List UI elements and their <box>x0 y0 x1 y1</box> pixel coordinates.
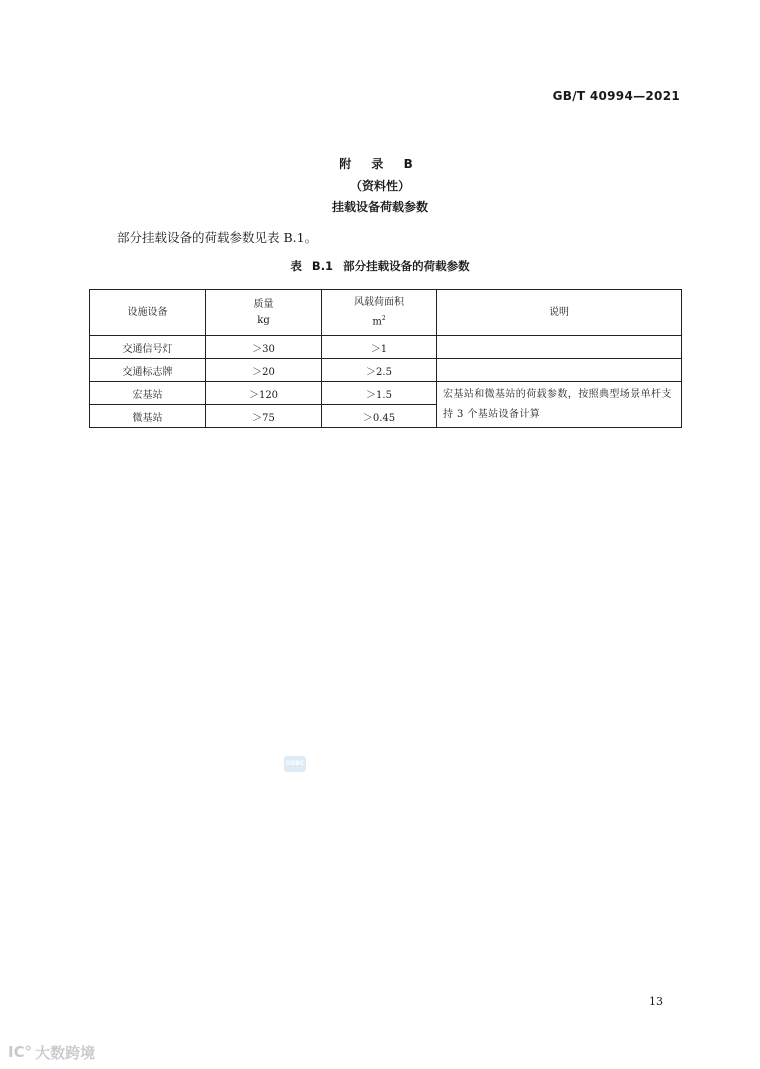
cell-notes <box>437 336 682 359</box>
header-wind-area <box>322 290 437 336</box>
standard-number: GB/T 40994—2021 <box>552 89 680 103</box>
cell-equipment: 交通标志牌 <box>90 359 206 382</box>
load-parameter-table <box>89 289 682 428</box>
appendix-title: 附 录 B <box>339 157 421 171</box>
cell-mass: ＞20 <box>206 359 322 382</box>
cell-mass: ＞30 <box>206 336 322 359</box>
cell-wind-area: ＞2.5 <box>322 359 437 382</box>
cell-wind-area: ＞1.5 <box>322 382 437 405</box>
header-wind-area-unit <box>322 311 436 330</box>
table-caption: 表 B.1 部分挂载设备的荷载参数 <box>290 259 470 273</box>
header-mass-label: 质量 <box>253 298 274 310</box>
wind-unit-base: m <box>372 316 382 328</box>
header-mass-unit: kg <box>257 314 270 326</box>
site-logo <box>8 1041 95 1063</box>
cell-wind-area: ＞0.45 <box>322 405 437 428</box>
logo-text: 大数跨境 <box>35 1043 96 1062</box>
header-mass <box>206 290 322 336</box>
page-number: 13 <box>649 995 663 1008</box>
intro-paragraph: 部分挂载设备的荷载参数见表 B.1。 <box>117 230 318 245</box>
header-equipment: 设施设备 <box>90 290 206 336</box>
cell-mass: ＞75 <box>206 405 322 428</box>
header-notes: 说明 <box>437 290 682 336</box>
table-row <box>90 359 682 382</box>
logo-mark-icon: IC° <box>8 1043 33 1061</box>
cell-equipment: 交通信号灯 <box>90 336 206 359</box>
header-wind-area-label: 风载荷面积 <box>354 296 404 308</box>
cell-equipment: 微基站 <box>90 405 206 428</box>
cell-equipment: 宏基站 <box>90 382 206 405</box>
wind-unit-sup: 2 <box>381 314 386 322</box>
cell-mass: ＞120 <box>206 382 322 405</box>
appendix-subject: 挂载设备荷载参数 <box>331 200 428 214</box>
table-row <box>90 382 682 405</box>
cell-notes <box>437 359 682 382</box>
table-header-row <box>90 290 682 336</box>
cell-merged-note: 宏基站和微基站的荷载参数，按照典型场景单杆支持 3 个基站设备计算 <box>437 382 682 428</box>
table-row <box>90 336 682 359</box>
cell-wind-area: ＞1 <box>322 336 437 359</box>
appendix-type: （资料性） <box>349 179 410 193</box>
watermark-badge: SDBC <box>284 756 306 772</box>
